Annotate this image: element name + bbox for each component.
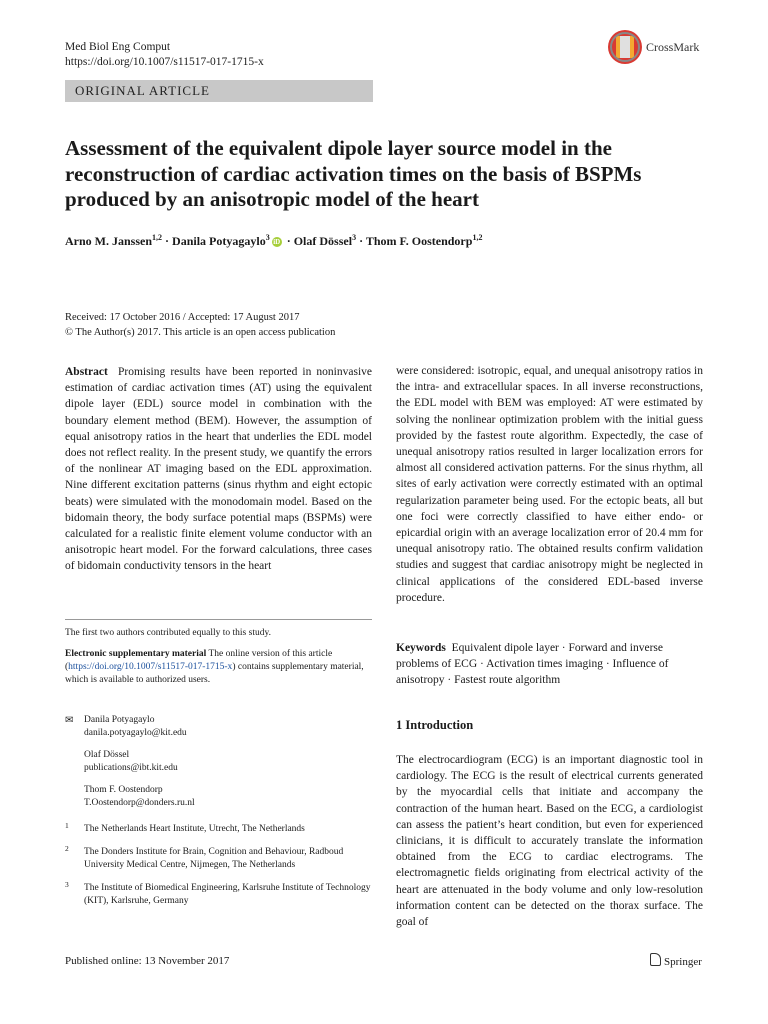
corresponding-contacts — [65, 714, 372, 819]
email-link[interactable]: danila.potyagaylo@kit.edu — [84, 728, 187, 738]
introduction-text: The electrocardiogram (ECG) is an important diagnostic tool in cardiology. The ECG is the result of electrical currents generated by the myocardial cells that initiate and accompany the contraction of the human heart. Based on the ECG, a cardiologist can assess the patient’s heart condition, but even for experienced clinicians, it is difficult to accurately translate the information obtained from the ECG to cardiac electrograms. The electromagnetic fields originating from electrical activity of the heart are attenuated in the body volume and only low-resolution information content can be detected on the thorax surface. The goal of — [396, 754, 703, 929]
section-heading-introduction: 1 Introduction — [396, 718, 474, 732]
footnote-divider — [65, 619, 372, 620]
doi-link[interactable]: https://doi.org/10.1007/s11517-017-1715-x — [65, 56, 264, 68]
crossmark-icon — [608, 30, 642, 64]
affiliations — [65, 823, 372, 918]
article-dates — [65, 310, 335, 340]
crossmark-label: CrossMark — [646, 40, 700, 54]
publisher-logo: Springer — [650, 953, 702, 968]
author-name[interactable]: Olaf Dössel — [293, 234, 353, 248]
equal-contribution-note: The first two authors contributed equally to this study. — [65, 628, 271, 638]
keywords — [396, 640, 703, 689]
envelope-icon: ✉ — [65, 715, 74, 726]
journal-header — [65, 40, 264, 70]
author-name[interactable]: Thom F. Oostendorp — [365, 234, 473, 248]
esm-link[interactable]: https://doi.org/10.1007/s11517-017-1715-x — [68, 662, 233, 672]
orcid-icon[interactable]: iD — [273, 238, 281, 246]
abstract-right: were considered: isotropic, equal, and unequal anisotropy ratios in the intra- and extracellular spaces. In all inverse reconstructions, the EDL model with BEM was employed: AT were estimated by solving the nonlinear optimization problem with the initial guess provided by the fastest route algorithm. Expectedly, the case of unequal anisotropy ratios resulted in larger localization errors for almost all considered activation patterns. For the sinus rhythm, all sites of early activation were correctly estimated with an optimal regularization parameter being used. For the ectopic beats, all but one foci were correctly classified to have either endo- or epicardial origin with an average localization error of 20.4 mm for unequal anisotropy ratio. The obtained results confirm validation studies and suggest that cardiac anisotropy might be neglected in clinical applications of the considered EDL-based inverse procedure. — [396, 365, 703, 604]
article-type-badge — [65, 80, 373, 102]
email-link[interactable]: publications@ibt.kit.edu — [84, 763, 178, 773]
email-link[interactable]: T.Oostendorp@donders.ru.nl — [84, 798, 195, 808]
contact-item: Thom F. Oostendorp T.Oostendorp@donders.ru.nl — [84, 784, 372, 810]
contact-item: Olaf Dössel publications@ibt.kit.edu — [84, 749, 372, 775]
keywords-text: Equivalent dipole layer · Forward and inverse problems of ECG · Activation times imaging · Influence of anisotropy · Fastest route algorithm — [396, 642, 669, 687]
abstract-label: Abstract — [65, 366, 108, 378]
abstract-text: Promising results have been reported in noninvasive estimation of cardiac activation times (AT) using the equivalent dipole layer (EDL) source model in combination with the boundary element method (BEM). However, the assumption of equal anisotropy ratios in the heart that underlies the EDL model does not reflect reality. In the present study, we quantify the errors of the nonlinear AT imaging based on the EDL approximation. Nine different excitation patterns (sinus rhythm and eight ectopic beats) were simulated with the monodomain model. Based on the bidomain theory, the body surface potential maps (BSPMs) were calculated for a realistic finite element volume conductor with an anisotropic heart model. For the forward calculations, three cases of bidomain conductivity tensors in the heart — [65, 366, 373, 573]
author-name[interactable]: Arno M. Janssen — [65, 234, 153, 248]
springer-horse-icon — [650, 953, 661, 966]
crossmark-badge[interactable] — [608, 30, 728, 68]
article-title: Assessment of the equivalent dipole layer source model in the reconstruction of cardiac activation times on the basis of BSPMs produced by an anisotropic model of the heart — [65, 136, 642, 211]
abstract-left — [65, 364, 372, 575]
contact-item: Danila Potyagaylo danila.potyagaylo@kit.edu — [84, 714, 372, 740]
author-list: Arno M. Janssen$^{1,2}$ · Danila Potyagaylo$^3$ iD · Olaf Dössel$^3$ · Thom F. Oostendorp$^{1,2}$ — [65, 233, 483, 248]
esm-note: Electronic supplementary material The online version of this article (https://doi.org/10.1007/s11517-017-1715-x) contains supplementary material, which is available to authorized users. — [65, 649, 364, 685]
affiliation-item: 2 The Donders Institute for Brain, Cognition and Behaviour, Radboud University Medical Centre, Nijmegen, The Netherlands — [65, 844, 344, 870]
published-date: Published online: 13 November 2017 — [65, 955, 230, 967]
keywords-label: Keywords — [396, 642, 446, 654]
journal-name: Med Biol Eng Comput — [65, 41, 171, 53]
affiliation-item: 1 The Netherlands Heart Institute, Utrecht, The Netherlands — [65, 821, 305, 834]
affiliation-item: 3 The Institute of Biomedical Engineering, Karlsruhe Institute of Technology (KIT), Karlsruhe, Germany — [65, 880, 371, 906]
article-type-label: ORIGINAL ARTICLE — [75, 83, 210, 98]
received-accepted: Received: 17 October 2016 / Accepted: 17 August 2017 — [65, 312, 300, 323]
footnotes — [65, 627, 372, 695]
license-note: © The Author(s) 2017. This article is an open access publication — [65, 327, 336, 338]
author-name[interactable]: Danila Potyagaylo — [172, 234, 266, 248]
